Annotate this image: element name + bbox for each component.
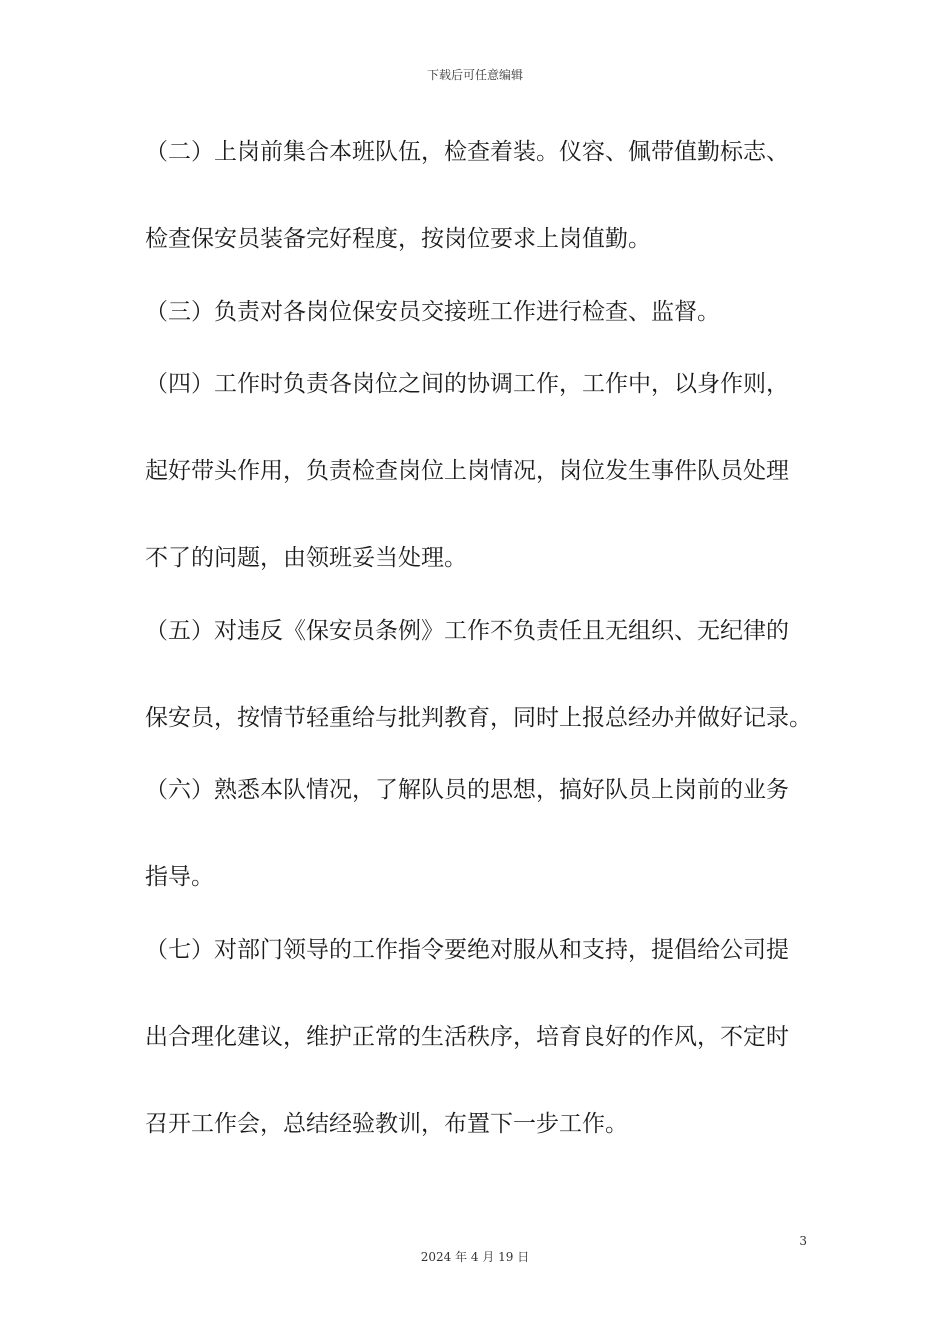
footer-date: 2024 年 4 月 19 日 [420, 1250, 530, 1264]
body-line: 指导。 [145, 864, 214, 890]
body-line: 不了的问题，由领班妥当处理。 [145, 545, 467, 571]
body-line: 起好带头作用，负责检查岗位上岗情况，岗位发生事件队员处理 [145, 458, 789, 484]
body-line: （三）负责对各岗位保安员交接班工作进行检查、监督。 [145, 299, 720, 325]
page-number: 3 [799, 1234, 807, 1248]
body-line: （五）对违反《保安员条例》工作不负责任且无组织、无纪律的 [145, 618, 789, 644]
body-line: （二）上岗前集合本班队伍，检查着装。仪容、佩带值勤标志、 [145, 139, 789, 165]
body-line: 出合理化建议，维护正常的生活秩序，培育良好的作风，不定时 [145, 1024, 789, 1050]
body-line: （七）对部门领导的工作指令要绝对服从和支持，提倡给公司提 [145, 937, 789, 963]
body-line: 召开工作会，总结经验教训，布置下一步工作。 [145, 1111, 628, 1137]
body-line: （四）工作时负责各岗位之间的协调工作，工作中，以身作则， [145, 371, 789, 397]
body-line: （六）熟悉本队情况，了解队员的思想，搞好队员上岗前的业务 [145, 777, 789, 803]
body-line: 保安员，按情节轻重给与批判教育，同时上报总经办并做好记录。 [145, 705, 812, 731]
page-header: 下载后可任意编辑 [426, 68, 523, 82]
body-line: 检查保安员装备完好程度，按岗位要求上岗值勤。 [145, 226, 651, 252]
